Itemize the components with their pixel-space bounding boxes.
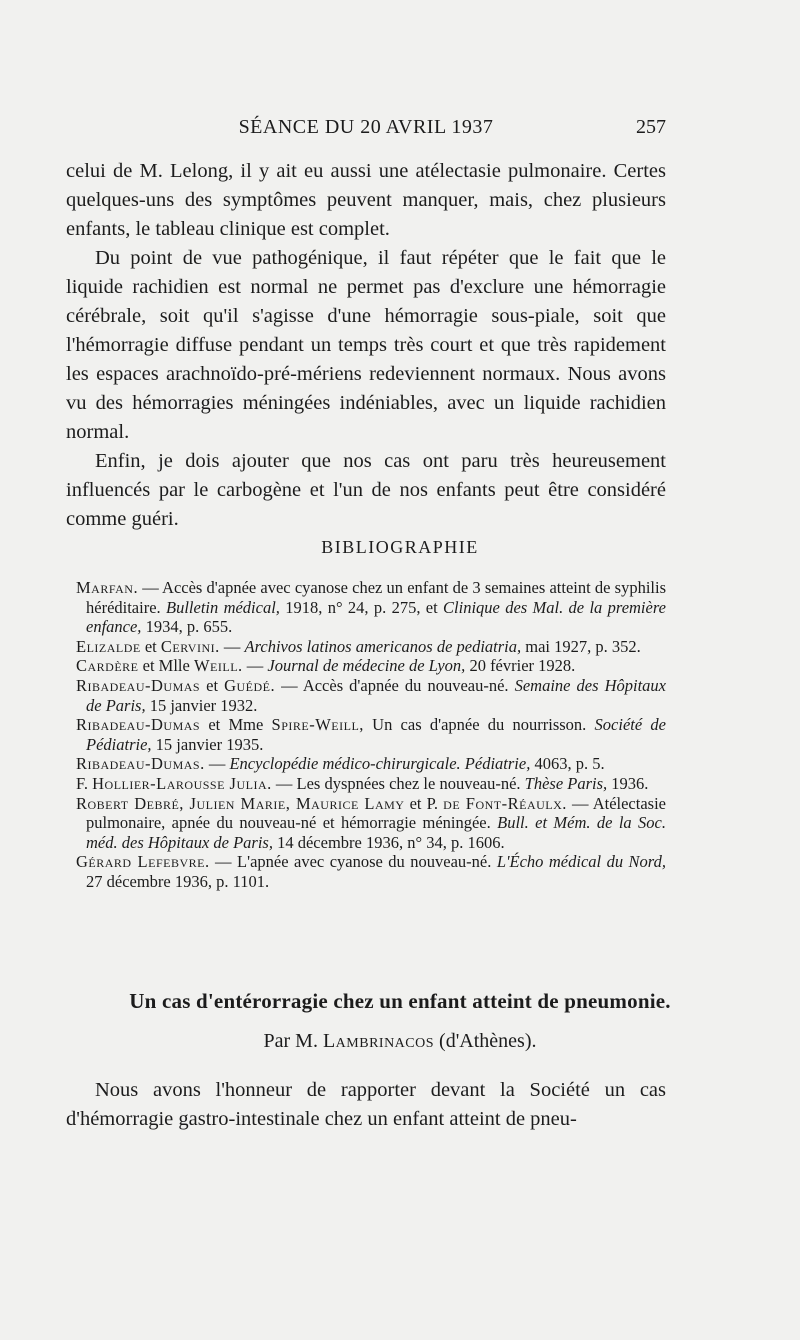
- entry-author: Marfan.: [76, 578, 139, 597]
- entry-author: Hollier-Larousse Julia.: [92, 773, 272, 793]
- running-title: SÉANCE DU 20 AVRIL 1937: [238, 116, 494, 138]
- bibliography-list: [76, 578, 666, 892]
- entry-author: Spire-Weill,: [271, 715, 364, 735]
- entry-journal: Bull. et Mém. de la Soc. méd. des Hôpitaux de Paris,: [86, 813, 666, 852]
- entry-author: Cardère: [76, 656, 139, 676]
- entry-author: Ribadeau-Dumas: [76, 715, 201, 735]
- entry-journal: Bulletin médical,: [166, 597, 280, 617]
- entry-author: Elizalde: [76, 636, 141, 656]
- entry-author: Ribadeau-Dumas: [76, 675, 201, 695]
- entry-author: Ribadeau-Dumas.: [76, 754, 205, 774]
- body-paragraph: Nous avons l'honneur de rapporter devant la Société un cas d'hémorragie gastro-intestinale chez un enfant atteint de pneu-: [66, 1079, 666, 1130]
- article-title: Un cas d'entérorragie chez un enfant atteint de pneumonie.: [129, 989, 671, 1013]
- body-paragraph: celui de M. Lelong, il y ait eu aussi une atélectasie pulmonaire. Certes quelques-uns des symptômes peuvent manquer, mais, chez plusieurs enfants, le tableau clinique est complet.: [66, 160, 666, 240]
- entry-journal: Journal de médecine de Lyon,: [267, 656, 466, 676]
- bibliography-entry: Marfan. — Accès d'apnée avec cyanose chez un enfant de 3 semaines atteint de syphilis héréditaire. Bulletin médical, 1918, n° 24, p. 275, et Clinique des Mal. de la première enfance, 1934, p. 655.: [76, 578, 666, 637]
- entry-journal: L'Écho médical du Nord,: [496, 852, 666, 872]
- entry-author: Guédé.: [224, 675, 276, 695]
- entry-journal: Archivos latinos americanos de pediatria,: [244, 636, 522, 656]
- bibliography-entry: Ribadeau-Dumas. — Encyclopédie médico-chirurgicale. Pédiatrie, 4063, p. 5.: [76, 754, 605, 774]
- entry-journal: Société de Pédiatrie,: [86, 715, 666, 754]
- bibliography-entry: Elizalde et Cervini. — Archivos latinos americanos de pediatria, mai 1927, p. 352.: [76, 636, 641, 656]
- entry-author: Weill.: [193, 656, 243, 676]
- bibliography-entry: Robert Debré, Julien Marie, Maurice Lamy et P. de Font-Réaulx. — Atélectasie pulmonaire, apnée du nouveau-né et hémorragie méningée. Bull. et Mém. de la Soc. méd. des Hôpitaux de Paris, 14 décembre 1936, n° 34, p. 1606.: [76, 793, 666, 852]
- bibliography-entry: Ribadeau-Dumas et Mme Spire-Weill, Un cas d'apnée du nourrisson. Société de Pédiatrie, 15 janvier 1935.: [76, 715, 666, 754]
- article-byline: Par M. Lambrinacos (d'Athènes).: [263, 1030, 537, 1052]
- entry-author: de Font-Réaulx.: [443, 793, 567, 813]
- byline-author: Lambrinacos: [322, 1030, 435, 1052]
- running-head: [66, 116, 666, 144]
- bibliography-heading: BIBLIOGRAPHIE: [321, 537, 479, 557]
- article-body: [66, 1076, 666, 1134]
- body-paragraph: Enfin, je dois ajouter que nos cas ont paru très heureusement influencés par le carbogène et l'un de nos enfants peut être considéré comme guéri.: [66, 450, 666, 530]
- entry-journal: Thèse Paris,: [524, 773, 608, 793]
- entry-journal: Clinique des Mal. de la première enfance,: [86, 597, 666, 637]
- entry-author: Gérard Lefebvre.: [76, 852, 210, 872]
- page-number: 257: [636, 116, 666, 138]
- bibliography-entry: F. Hollier-Larousse Julia. — Les dyspnées chez le nouveau-né. Thèse Paris, 1936.: [76, 773, 649, 793]
- body-paragraph: Du point de vue pathogénique, il faut répéter que le fait que le liquide rachidien est normal ne permet pas d'exclure une hémorragie cérébrale, soit qu'il s'agisse d'une hémorragie sous-piale, soit que l'hémorragie diffuse pendant un temps très court et que très rapidement les espaces arachnoïdo-pré-mériens redeviennent normaux. Nous avons vu des hémorragies méningées indéniables, avec un liquide rachidien normal.: [66, 247, 666, 443]
- entry-author: Robert Debré, Julien Marie, Maurice Lamy: [76, 793, 405, 813]
- entry-journal: Encyclopédie médico-chirurgicale. Pédiatrie,: [229, 754, 531, 774]
- bibliography-entry: Gérard Lefebvre. — L'apnée avec cyanose du nouveau-né. L'Écho médical du Nord, 27 décembre 1936, p. 1101.: [76, 852, 666, 891]
- body-text-section: [66, 157, 666, 534]
- entry-author: Cervini.: [160, 636, 220, 656]
- bibliography-entry: Cardère et Mlle Weill. — Journal de médecine de Lyon, 20 février 1928.: [76, 656, 576, 676]
- entry-journal: Semaine des Hôpitaux de Paris,: [86, 675, 666, 715]
- bibliography-entry: Ribadeau-Dumas et Guédé. — Accès d'apnée du nouveau-né. Semaine des Hôpitaux de Paris, 15 janvier 1932.: [76, 675, 666, 715]
